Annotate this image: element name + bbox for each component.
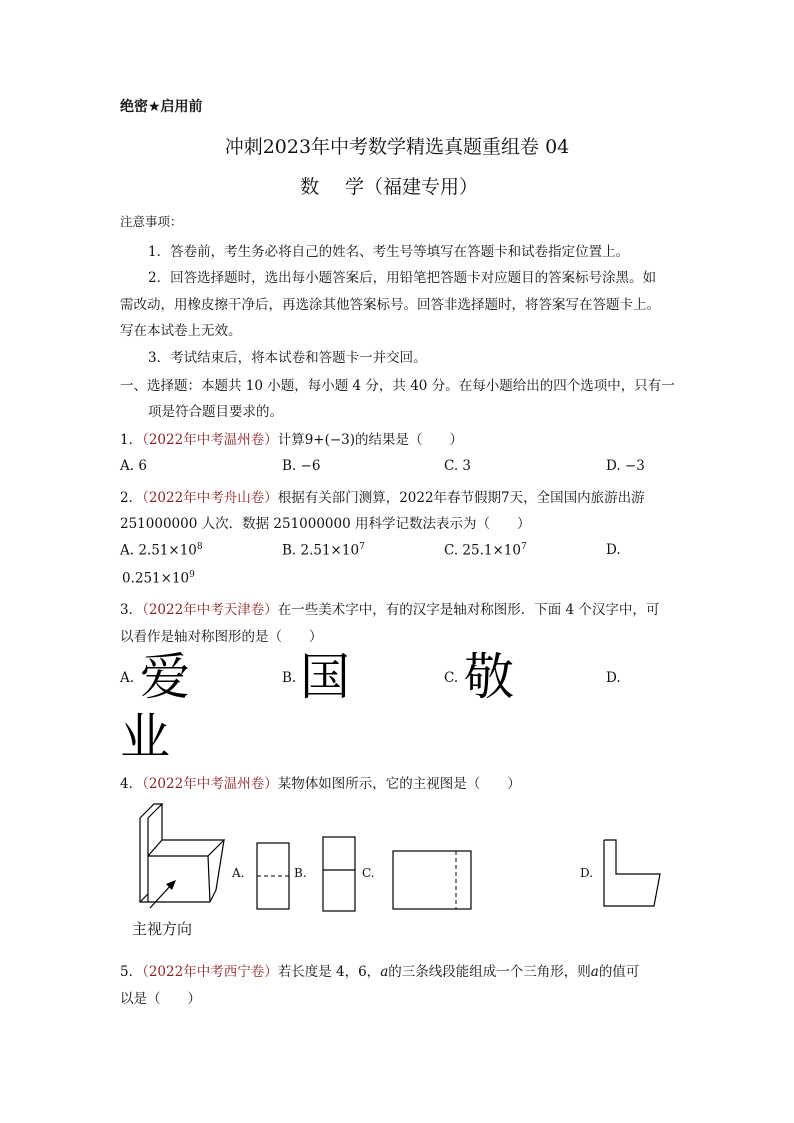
note-1: 1．答卷前，考生务必将自己的姓名、考生号等填写在答题卡和试卷指定位置上。 xyxy=(148,244,630,260)
q2-option-a xyxy=(120,542,203,559)
q4-figure-caption: 主视方向 xyxy=(132,920,193,938)
q3-option-a-character: 爱 xyxy=(140,648,190,706)
q3-option-a-label: A. xyxy=(120,670,135,686)
q4-option-c-figure xyxy=(392,850,472,910)
q4-option-d-label: D. xyxy=(580,866,594,880)
question-text: 某物体如图所示，它的主视图是（ ） xyxy=(277,776,521,792)
question-text: 的三条线段能组成一个三角形，则 xyxy=(388,964,591,980)
question-number: 3． xyxy=(120,602,143,618)
question-text: 的结果是（ ） xyxy=(355,432,464,448)
question-source: （2022年中考温州卷） xyxy=(142,432,278,448)
q2-option-d-label: D. xyxy=(606,542,621,558)
q3-option-c-character: 敬 xyxy=(464,648,514,706)
note-3: 3．考试结束后，将本试卷和答题卡一并交回。 xyxy=(148,350,427,366)
q4-option-a-label: A. xyxy=(232,866,245,880)
q1-option-c: C. 3 xyxy=(444,458,472,474)
question-number: 2． xyxy=(120,490,143,506)
question-4 xyxy=(120,772,521,792)
note-2-line-3: 写在本试卷上无效。 xyxy=(120,323,242,339)
exam-subtitle xyxy=(300,172,478,199)
question-text: 计算 xyxy=(277,432,305,448)
variable-a: a xyxy=(380,964,389,980)
question-source: （2022年中考温州卷） xyxy=(142,776,278,792)
question-5 xyxy=(120,960,639,980)
q4-option-b-label: B. xyxy=(294,866,307,880)
question-text: 的值可 xyxy=(598,964,640,980)
question-number: 5． xyxy=(120,964,143,980)
question-text: 若长度是 4，6， xyxy=(277,964,381,980)
option-text: 0.251×10 xyxy=(122,570,190,587)
question-source: （2022年中考西宁卷） xyxy=(142,964,278,980)
math-expression: 9+(−3) xyxy=(304,432,356,448)
q4-option-b-figure xyxy=(322,836,356,912)
question-text: 根据有关部门测算，2022年春节假期7天，全国国内旅游出游 xyxy=(277,490,645,506)
notes-heading: 注意事项： xyxy=(120,214,183,229)
subject-char: 数 xyxy=(300,176,320,198)
q3-option-d-character: 业 xyxy=(120,708,170,766)
q4-option-c-label: C. xyxy=(362,866,375,880)
question-1 xyxy=(120,428,463,448)
exponent: 9 xyxy=(189,570,195,580)
option-text: C. 25.1×10 xyxy=(444,542,521,559)
confidential-mark: 绝密★启用前 xyxy=(120,99,203,115)
q1-option-b: B. −6 xyxy=(282,458,321,474)
exponent: 7 xyxy=(520,542,527,552)
note-2-line-1: 2．回答选择题时，选出每小题答案后，用铅笔把答题卡对应题目的答案标号涂黑。如 xyxy=(148,270,657,286)
q4-option-a-figure xyxy=(256,842,290,910)
exam-title: 冲刺2023年中考数学精选真题重组卷 04 xyxy=(224,136,570,158)
question-number: 4． xyxy=(120,776,143,792)
q3-option-b-character: 国 xyxy=(300,648,350,706)
variable-a: a xyxy=(590,964,599,980)
question-source: （2022年中考舟山卷） xyxy=(142,490,278,506)
option-text: A. 2.51×10 xyxy=(120,542,197,559)
question-2 xyxy=(120,486,645,506)
question-source: （2022年中考天津卷） xyxy=(142,602,278,618)
question-2-line-2: 251000000 人次．数据 251000000 用科学记数法表示为（ ） xyxy=(120,516,531,532)
section-1-instructions-line-1: 一、选择题：本题共 10 小题，每小题 4 分，共 40 分。在每小题给出的四个选项中，只有一 xyxy=(120,378,675,394)
question-5-line-2: 以是（ ） xyxy=(120,991,201,1007)
section-1-instructions-line-2: 项是符合题目要求的。 xyxy=(148,404,283,420)
q1-option-a: A. 6 xyxy=(120,458,147,474)
note-2-line-2: 需改动，用橡皮擦干净后，再选涂其他答案标号。回答非选择题时，将答案写在答题卡上。 xyxy=(120,297,660,313)
question-3-line-2: 以看作是轴对称图形的是（ ） xyxy=(120,629,323,645)
q3-option-d-label: D. xyxy=(606,670,621,686)
question-3 xyxy=(120,598,659,618)
q2-option-c xyxy=(444,542,527,559)
question-number: 1． xyxy=(120,432,143,448)
q3-option-c-label: C. xyxy=(444,670,459,686)
q3-option-b-label: B. xyxy=(282,670,297,686)
q4-object-figure xyxy=(128,800,228,910)
q2-option-d xyxy=(122,570,195,587)
option-text: B. 2.51×10 xyxy=(282,542,360,559)
q1-option-d: D. −3 xyxy=(606,458,645,474)
q4-option-d-figure xyxy=(602,838,662,908)
exponent: 8 xyxy=(196,542,203,552)
question-text: 在一些美术字中，有的汉字是轴对称图形．下面 4 个汉字中，可 xyxy=(277,602,660,618)
subject-region: 学（福建专用） xyxy=(345,176,479,198)
exponent: 7 xyxy=(359,542,365,552)
q2-option-b xyxy=(282,542,365,559)
